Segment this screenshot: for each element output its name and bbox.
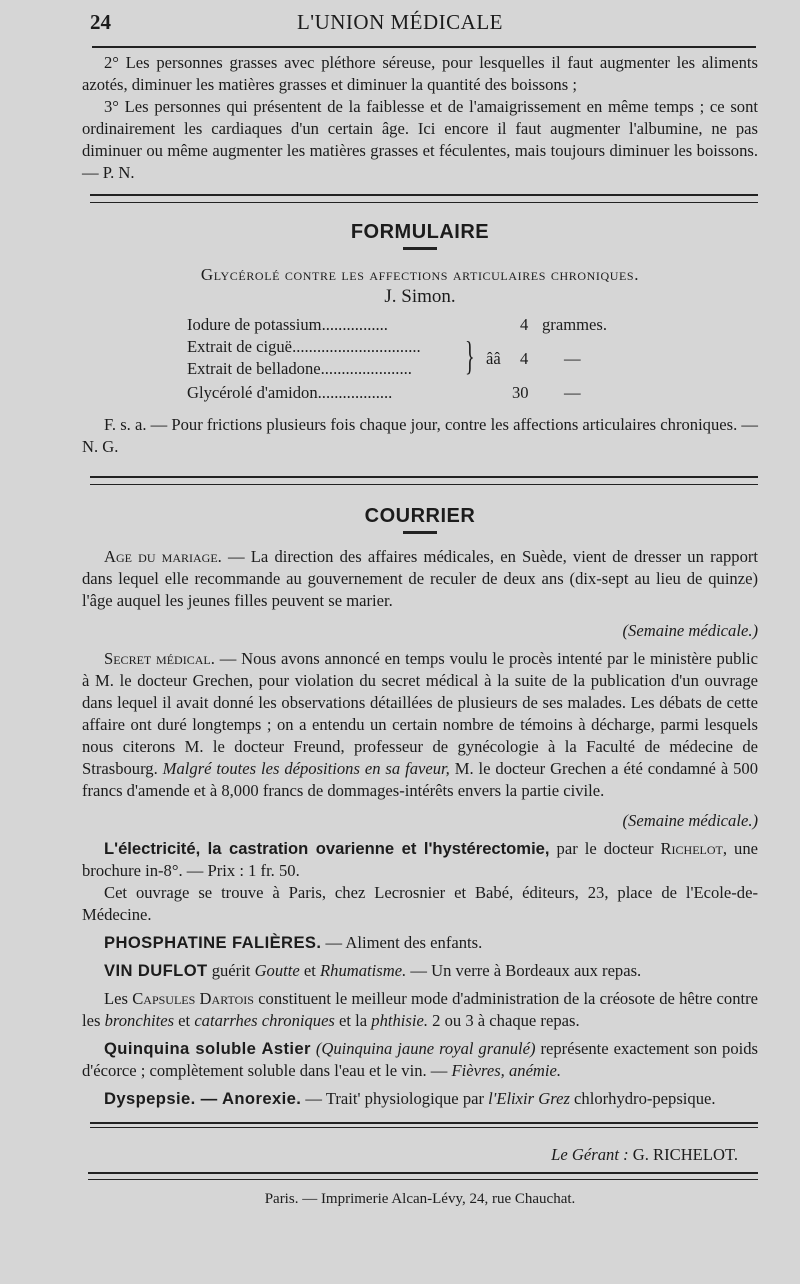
section-divider — [90, 476, 758, 485]
ingredient-leader: ...................... — [320, 359, 412, 378]
brace-symbol: } — [465, 333, 475, 378]
running-title: L'UNION MÉDICALE — [296, 10, 503, 34]
ingredient-leader: .................. — [317, 383, 393, 402]
ad-vin-rhumatisme: Rhumatisme. — [320, 961, 407, 980]
courrier-secret-text: — Nous avons annoncé en temps voulu le procès intenté par le ministère public à M. le docteur Grechen, pour violation du secret médical à la suite de la publication d'un ouvrage dans lequel il avait donné les observations détaillées de plusieurs de ses malades. Les débats de cette affaire ont duré longtemps ; on a entendu un certain nombre de témoins à décharge, parmi lesquels nous citerons M. le docteur Freund, professeur de gynécologie à la Faculté de médecine de Strasbourg. — [82, 649, 758, 778]
ad-capsules-text: constituent le meilleur mode d'administration de la créosote de hêtre contre les — [82, 989, 758, 1030]
gerant-line — [82, 1144, 758, 1166]
formulaire-heading: FORMULAIRE — [350, 221, 490, 243]
page-body — [82, 52, 758, 1210]
page-header — [0, 6, 800, 40]
ad-quinquina-title: Quinquina soluble Astier — [104, 1039, 311, 1058]
brace-quantity: 4 — [520, 349, 529, 368]
gerant-name: G. RICHELOT. — [628, 1145, 738, 1164]
ad-phosphatine-text: — Aliment des enfants. — [321, 933, 483, 952]
ad-dyspepsie-text-end: chlorhydro-pepsique. — [569, 1089, 716, 1108]
formula-instructions — [82, 414, 758, 458]
intro-paragraph-3 — [82, 96, 758, 184]
courrier-age-text: — La direction des affaires médicales, en Suède, vient de dresser un rapport dans lequel elle recommande au gouvernement de reculer de deux ans (dix-sept au lieu de quinze) l'âge auquel les jeunes filles peuvent se marier. — [82, 547, 758, 610]
courrier-secret-source: (Semaine médicale.) — [622, 811, 758, 830]
ad-electricite-author-prefix: par le docteur — [549, 839, 661, 858]
ad-vin-text: guérit — [207, 961, 255, 980]
ad-capsules-phthisie: phthisie. — [371, 1011, 428, 1030]
ingredient-quantity: 4 — [520, 315, 529, 334]
ad-capsules-text: 2 ou 3 à chaque repas. — [428, 1011, 580, 1030]
ingredient-row — [187, 314, 388, 336]
ad-vin-goutte: Goutte — [254, 961, 300, 980]
courrier-heading: COURRIER — [364, 505, 476, 527]
section-divider — [90, 194, 758, 203]
ingredient-name: Iodure de potassium — [187, 315, 322, 334]
courrier-age-label: Age du mariage. — [104, 547, 222, 566]
ad-dyspepsie-text: — Trait' physiologique par — [301, 1089, 489, 1108]
ad-quinquina-subtitle: (Quinquina jaune royal granulé) — [310, 1039, 536, 1058]
courrier-heading-dash — [403, 531, 437, 534]
ad-electricite-author: Richelot, — [660, 839, 728, 858]
ingredient-row — [187, 358, 412, 380]
intro-signature: P. N. — [102, 163, 135, 182]
ad-capsules-bronchites: bronchites — [104, 1011, 175, 1030]
intro-paragraph-3-text: 3° Les personnes qui présentent de la faiblesse et de l'amaigrissement en même temps ; ce sont ordinairement les cardiaques d'un certain âge. Ici encore il faut augmenter l'albumine, ne pas diminuer ou même augmenter les matières grasses et féculentes, mais toujours diminuer les boissons. — — [82, 97, 758, 182]
ad-vin-text: et — [299, 961, 321, 980]
ingredient-row — [187, 336, 421, 358]
ad-capsules-text: et la — [334, 1011, 372, 1030]
formula-author: J. Simon. — [384, 286, 456, 307]
ingredient-unit: grammes. — [542, 315, 607, 334]
intro-paragraph-2: 2° Les personnes grasses avec pléthore séreuse, pour lesquelles il faut augmenter les aliments azotés, diminuer les matières grasses et diminuer la quantité des boissons ; — [82, 53, 758, 94]
ad-electricite-price: une brochure in-8°. — Prix : 1 fr. 50. — [82, 839, 759, 880]
courrier-secret-label: Secret médical. — [104, 649, 215, 668]
ad-dyspepsie — [82, 1088, 758, 1110]
courrier-secret-text-end: M. le docteur Grechen a été condamné à 500 francs d'amende et à 8,000 francs de dommages-intérêts envers la partie civile. — [82, 759, 758, 800]
ad-electricite-title: L'électricité, la castration ovarienne et l'hystérectomie, — [104, 839, 550, 858]
ad-capsules — [82, 988, 758, 1032]
gerant-label: Le Gérant : — [551, 1145, 629, 1164]
ad-vin-text: — Un verre à Bordeaux aux repas. — [406, 961, 642, 980]
footer-rule — [88, 1172, 758, 1180]
courrier-secret-paragraph — [82, 648, 758, 802]
ingredient-row — [187, 382, 392, 404]
page-number: 24 — [90, 10, 111, 34]
ad-dyspepsie-elixir: l'Elixir Grez — [488, 1089, 570, 1108]
formula-signature: N. G. — [82, 437, 119, 456]
brace-amount: ââ — [486, 349, 501, 368]
ingredient-leader: ................ — [321, 315, 388, 334]
formulaire-heading-dash — [403, 247, 437, 250]
imprint: Paris. — Imprimerie Alcan-Lévy, 24, rue Chauchat. — [264, 1191, 576, 1207]
formula-title: Glycérolé contre les affections articulaires chroniques. — [200, 265, 640, 284]
ingredient-name: Extrait de belladone — [187, 359, 321, 378]
ad-ouvrage: Cet ouvrage se trouve à Paris, chez Lecrosnier et Babé, éditeurs, 23, place de l'Ecole-de-Médecine. — [82, 883, 758, 924]
ad-capsules-prefix: Les — [104, 989, 133, 1008]
ad-electricite — [82, 838, 758, 882]
ingredient-quantity: 30 — [512, 383, 529, 402]
ad-vin-duflot — [82, 960, 758, 982]
ad-dyspepsie-title: Dyspepsie. — Anorexie. — [104, 1089, 302, 1108]
ingredient-name: Glycérolé d'amidon — [187, 383, 318, 402]
ad-capsules-catarrhes: catarrhes chroniques — [194, 1011, 335, 1030]
ad-capsules-name: Capsules Dartois — [132, 989, 254, 1008]
ad-quinquina-indications: Fièvres, anémie. — [447, 1061, 562, 1080]
formula-ingredients — [82, 314, 758, 406]
ingredient-unit: — — [564, 383, 581, 402]
formula-instructions-text: F. s. a. — Pour frictions plusieurs fois chaque jour, contre les affections articulaires chroniques. — — [104, 415, 758, 434]
ad-quinquina-text: représente exactement son poids d'écorce ; complètement soluble dans l'eau et le vin. — — [82, 1039, 758, 1080]
brace-unit: — — [564, 349, 581, 368]
ingredient-name: Extrait de ciguë — [187, 337, 293, 356]
ad-capsules-text: et — [174, 1011, 195, 1030]
ingredient-leader: ............................... — [292, 337, 421, 356]
footer-divider — [90, 1122, 758, 1128]
ad-phosphatine — [82, 932, 758, 954]
ad-vin-title: VIN DUFLOT — [104, 961, 208, 980]
ad-quinquina — [82, 1038, 758, 1082]
ad-phosphatine-title: PHOSPHATINE FALIÈRES. — [104, 933, 322, 952]
header-rule — [92, 46, 756, 48]
courrier-secret-italic: Malgré toutes les dépositions en sa faveur, — [157, 759, 450, 778]
courrier-age-paragraph — [82, 546, 758, 612]
courrier-age-source: (Semaine médicale.) — [622, 621, 758, 640]
